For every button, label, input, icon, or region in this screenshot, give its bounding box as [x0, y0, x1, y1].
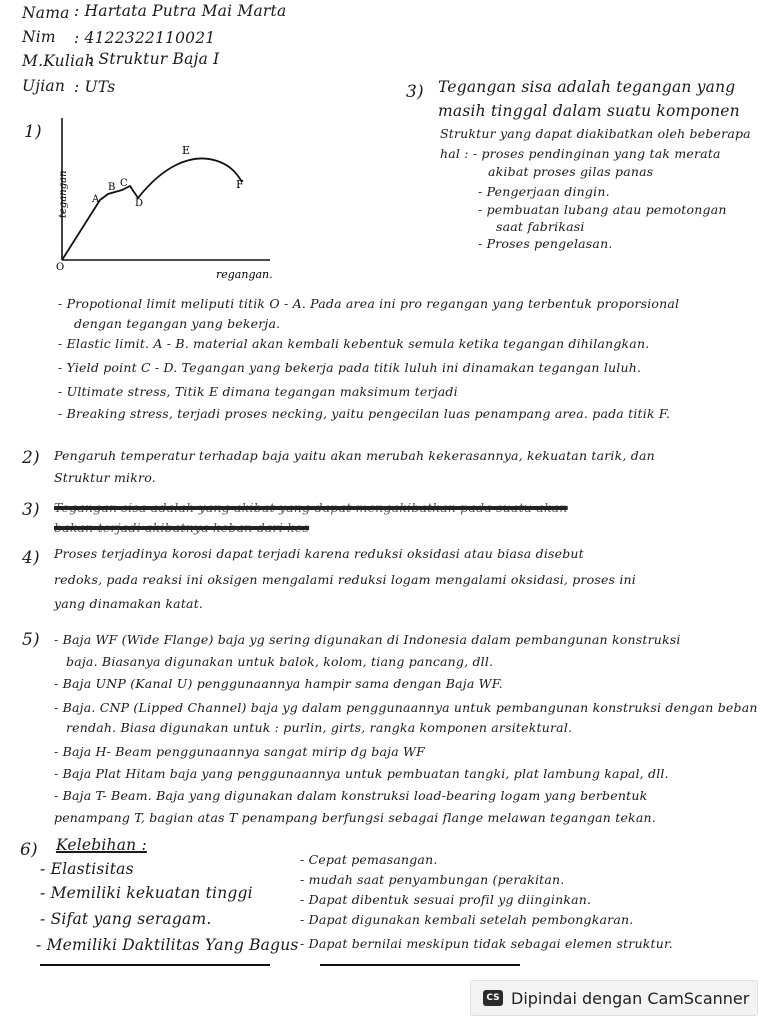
q5-line: - Baja WF (Wide Flange) baja yg sering digunakan di Indonesia dalam pembangunan konstruksi	[54, 632, 681, 647]
graph-xlabel: regangan.	[216, 268, 273, 281]
camscanner-text: Dipindai dengan CamScanner	[511, 988, 750, 1008]
q3-right-number: 3)	[406, 82, 424, 102]
q4-line: redoks, pada reaksi ini oksigen mengalami reduksi logam mengalami oksidasi, proses ini	[54, 572, 636, 587]
camscanner-logo-icon: CS	[483, 990, 503, 1006]
stress-strain-graph	[30, 110, 290, 285]
q3-right-line: akibat proses gilas panas	[488, 164, 654, 179]
ujian-label: Ujian	[22, 77, 66, 95]
q3-struck-number: 3)	[22, 500, 40, 520]
bottom-divider-left	[40, 964, 270, 966]
q3-right-line: saat fabrikasi	[496, 219, 585, 234]
q6-left-item: - Memiliki Daktilitas Yang Bagus	[36, 936, 299, 954]
point-d-label: D	[135, 198, 144, 209]
bottom-divider-right	[320, 964, 520, 966]
point-o-label: O	[56, 262, 65, 273]
q1-number: 1)	[24, 122, 42, 142]
q6-title: Kelebihan :	[56, 836, 147, 854]
q3-right-line: Tegangan sisa adalah tegangan yang	[438, 78, 736, 96]
q1-line: dengan tegangan yang bekerja.	[74, 316, 281, 331]
point-f-label: F	[236, 178, 244, 191]
q6-left-item: - Elastisitas	[40, 860, 134, 878]
q1-line: - Breaking stress, terjadi proses necking, yaitu pengecilan luas penampang area. pada titik F.	[58, 406, 671, 421]
q5-line: - Baja H- Beam penggunaannya sangat mirip dg baja WF	[54, 744, 425, 759]
q6-right-item: - Dapat dibentuk sesuai profil yg diinginkan.	[300, 892, 592, 907]
q4-line: Proses terjadinya korosi dapat terjadi karena reduksi oksidasi atau biasa disebut	[54, 546, 584, 561]
q5-line: - Baja UNP (Kanal U) penggunaannya hampir sama dengan Baja WF.	[54, 676, 503, 691]
q6-right-item: - Dapat digunakan kembali setelah pembongkaran.	[300, 912, 634, 927]
ujian-value: : UTs	[74, 78, 116, 96]
q3-struck-line: Tegangan sisa adalah yang akibat yang dapat mengakibatkan pada suatu akan	[54, 500, 568, 515]
q6-right-item: - Dapat bernilai meskipun tidak sebagai elemen struktur.	[300, 936, 673, 951]
nama-label: Nama	[22, 4, 70, 22]
q1-line: - Ultimate stress, Titik E dimana tegangan maksimum terjadi	[58, 384, 458, 399]
q5-line: - Baja T- Beam. Baja yang digunakan dalam konstruksi load-bearing logam yang berbentuk	[54, 788, 648, 803]
stress-strain-curve	[62, 158, 242, 260]
q3-right-line: - Proses pengelasan.	[478, 236, 613, 251]
graph-ylabel: tegangan	[58, 170, 69, 218]
camscanner-watermark	[470, 980, 758, 1016]
q3-right-line: Struktur yang dapat diakibatkan oleh beberapa	[440, 126, 751, 141]
q3-right-line: hal : - proses pendinginan yang tak merata	[440, 146, 721, 161]
matkul-label: M.Kuliah	[22, 52, 95, 70]
q5-line: - Baja. CNP (Lipped Channel) baja yg dalam penggunaannya untuk pembangunan konstruksi dengan beban	[54, 700, 758, 715]
q5-line: rendah. Biasa digunakan untuk : purlin, girts, rangka komponen arsitektural.	[66, 720, 573, 735]
q6-number: 6)	[20, 840, 38, 860]
nim-label: Nim	[22, 28, 56, 46]
q5-line: baja. Biasanya digunakan untuk balok, kolom, tiang pancang, dll.	[66, 654, 494, 669]
q6-left-item: - Memiliki kekuatan tinggi	[40, 884, 253, 902]
q6-right-item: - mudah saat penyambungan (perakitan.	[300, 872, 565, 887]
q1-line: - Propotional limit meliputi titik O - A. Pada area ini pro regangan yang terbentuk proporsional	[58, 296, 680, 311]
q4-line: yang dinamakan katat.	[54, 596, 204, 611]
q2-line: Struktur mikro.	[54, 470, 156, 485]
q1-line: - Yield point C - D. Tegangan yang bekerja pada titik luluh ini dinamakan tegangan luluh.	[58, 360, 642, 375]
q3-right-line: - Pengerjaan dingin.	[478, 184, 610, 199]
matkul-value: : Struktur Baja I	[88, 50, 220, 68]
point-e-label: E	[182, 144, 191, 157]
q3-right-line: masih tinggal dalam suatu komponen	[438, 102, 740, 120]
q1-line: - Elastic limit. A - B. material akan kembali kebentuk semula ketika tegangan dihilangkan.	[58, 336, 650, 351]
q2-line: Pengaruh temperatur terhadap baja yaitu akan merubah kekerasannya, kekuatan tarik, dan	[54, 448, 655, 463]
q5-line: penampang T, bagian atas T penampang berfungsi sebagai flange melawan tegangan tekan.	[54, 810, 656, 825]
point-a-label: A	[92, 194, 100, 205]
point-c-label: C	[120, 178, 128, 189]
q5-line: - Baja Plat Hitam baja yang penggunaannya untuk pembuatan tangki, plat lambung kapal, dll.	[54, 766, 669, 781]
q6-left-item: - Sifat yang seragam.	[40, 910, 212, 928]
q4-number: 4)	[22, 548, 40, 568]
nama-value: : Hartata Putra Mai Marta	[74, 2, 287, 20]
q5-number: 5)	[22, 630, 40, 650]
q3-struck-line: bakan terjadi akibatnya keban dari kes	[54, 520, 310, 535]
q6-right-item: - Cepat pemasangan.	[300, 852, 438, 867]
nim-value: : 4122322110021	[74, 29, 216, 47]
q2-number: 2)	[22, 448, 40, 468]
point-b-label: B	[108, 182, 116, 193]
q3-right-line: - pembuatan lubang atau pemotongan	[478, 202, 727, 217]
